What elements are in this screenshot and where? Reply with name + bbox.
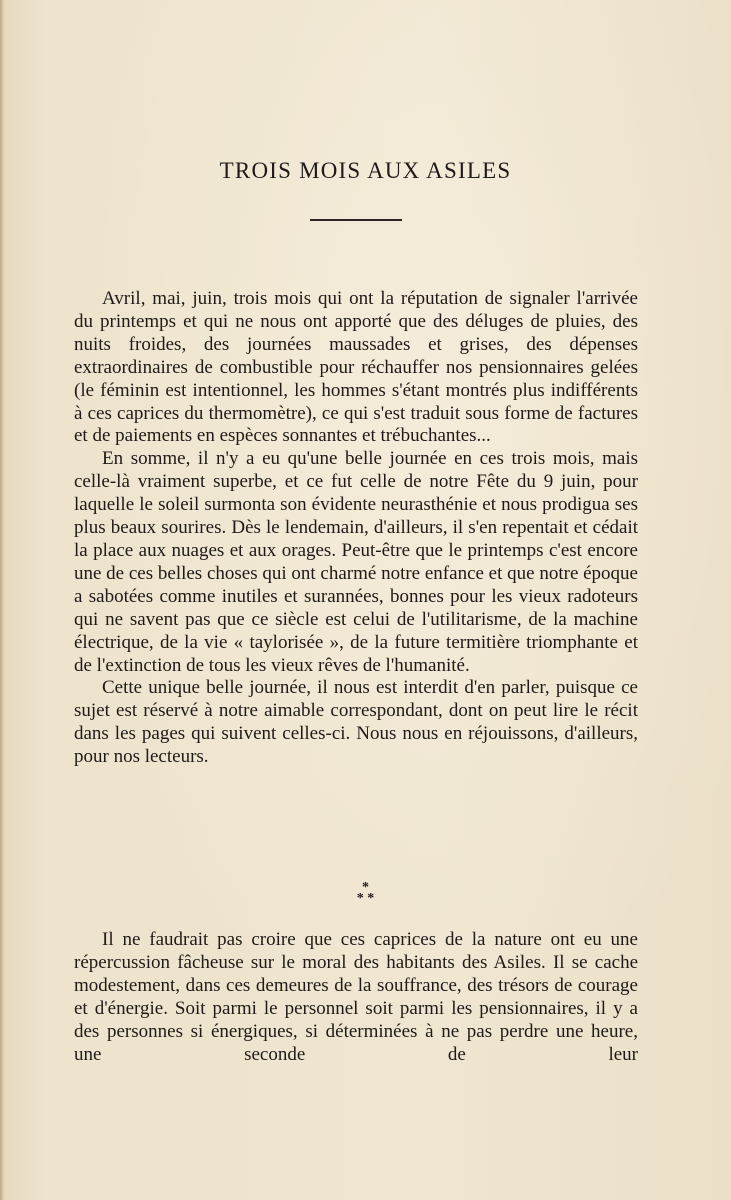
- body-text-section-1: [74, 288, 638, 769]
- paragraph: Avril, mai, juin, trois mois qui ont la réputation de signaler l'arrivée du printemps et qui ne nous ont apporté que des déluges de pluies, des nuits froides, des journées maussades et grises, des dépenses extraordinaires de combustible pour réchauffer nos pensionnaires gelées (le féminin est intentionnel, les hommes s'étant montrés plus indifférents à ces caprices du thermomètre), ce qui s'est traduit sous forme de factures et de paiements en espèces sonnantes et trébuchantes...: [74, 288, 638, 447]
- title-rule: [310, 219, 402, 221]
- asterism-top: *: [362, 880, 369, 895]
- paragraph: Il ne faudrait pas croire que ces caprices de la nature ont eu une répercussion fâcheuse sur le moral des habitants des Asiles. Il se cache modestement, dans ces demeures de la souffrance, des trésors de courage et d'énergie. Soit parmi le personnel soit parmi les pensionnaires, il y a des personnes si énergiques, si déterminées à ne pas perdre une heure, une seconde de leur: [74, 929, 638, 1065]
- page-title: TROIS MOIS AUX ASILES: [219, 158, 512, 183]
- asterism-separator: [0, 882, 731, 904]
- asterism-bottom: * *: [356, 891, 375, 906]
- paragraph: Cette unique belle journée, il nous est interdit d'en parler, puisque ce sujet est réservé à notre aimable correspondant, dont on peut lire le récit dans les pages qui suivent celles-ci. Nous nous en réjouissons, d'ailleurs, pour nos lecteurs.: [74, 677, 638, 768]
- body-text-section-2: [74, 929, 638, 1066]
- paragraph: En somme, il n'y a eu qu'une belle journée en ces trois mois, mais celle-là vraiment superbe, et ce fut celle de notre Fête du 9 juin, pour laquelle le soleil surmonta son évidente neurasthénie et nous prodigua ses plus beaux sourires. Dès le lendemain, d'ailleurs, il s'en repentait et cédait la place aux nuages et aux orages. Peut-être que le printemps c'est encore une de ces belles choses qui ont charmé notre enfance et que notre époque a sabotées comme inutiles et surannées, bonnes pour les vieux radoteurs qui ne savent pas que ce siècle est celui de l'utilitarisme, de la machine électrique, de la vie « taylorisée », de la future termitière triomphante et de l'extinction de tous les vieux rêves de l'humanité.: [74, 448, 638, 676]
